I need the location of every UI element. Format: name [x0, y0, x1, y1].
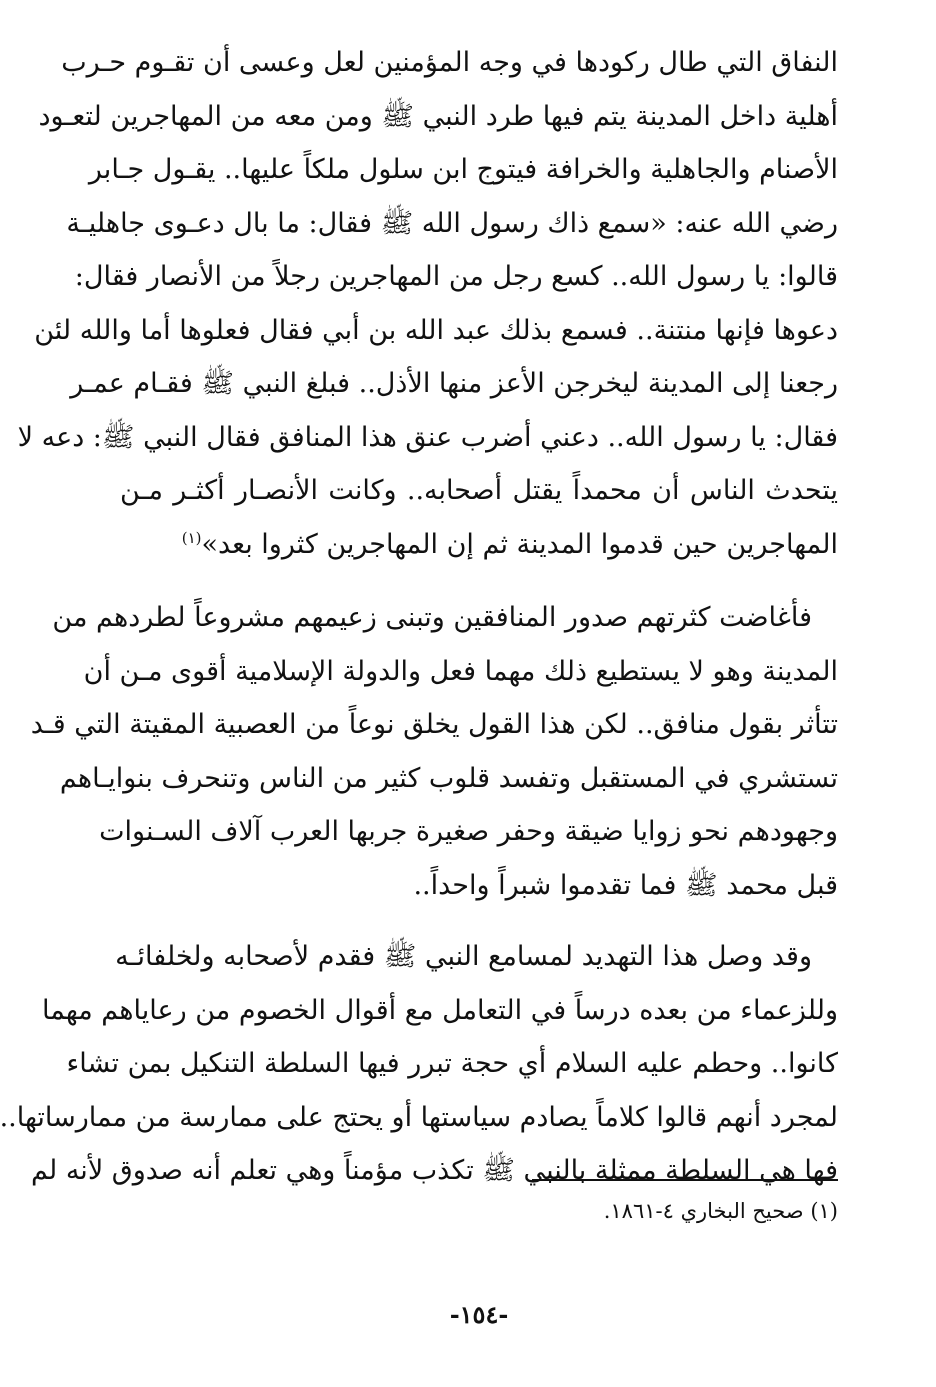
body-text	[0, 36, 838, 1198]
footnote-divider	[532, 1179, 838, 1181]
paragraph-3	[0, 930, 838, 1198]
text-line	[120, 518, 838, 572]
text-line-content: المهاجرين حين قدموا المدينة ثم إن المهاجرين كثروا بعد»	[201, 528, 838, 560]
text-line: فأغاضت كثرتهم صدور المنافقين وتبنى زعيمهم مشروعاً لطردهم من	[52, 602, 812, 633]
text-line: المدينة وهو لا يستطيع ذلك مهما فعل والدولة الإسلامية أقوى مـن أن	[83, 655, 838, 687]
text-line: كانوا.. وحطم عليه السلام أي حجة تبرر فيها السلطة التنكيل بمن تشاء	[66, 1048, 838, 1079]
text-line: أهلية داخل المدينة يتم فيها طرد النبي ﷺ ومن معه من المهاجرين لتعـود	[38, 100, 838, 132]
text-line: رضي الله عنه: «سمع ذاك رسول الله ﷺ فقال: ما بال دعـوى جاهليـة	[66, 207, 838, 239]
text-line: النفاق التي طال ركودها في وجه المؤمنين لعل وعسى أن تقـوم حـرب	[61, 47, 838, 78]
text-line: دعوها فإنها منتنة.. فسمع بذلك عبد الله بن أبي فقال فعلوها أما والله لئن	[34, 314, 838, 346]
text-line: تتأثر بقول منافق.. لكن هذا القول يخلق نوعاً من العصبية المقيتة التي قـد	[30, 709, 838, 740]
footnote: (١) صحيح البخاري ٤-١٨٦١.	[603, 1199, 838, 1223]
text-line: قالوا: يا رسول الله.. كسع رجل من المهاجرين رجلاً من الأنصار فقال:	[74, 261, 838, 292]
text-line: تستشري في المستقبل وتفسد قلوب كثير من الناس وتنحرف بنوايـاهم	[59, 762, 838, 794]
text-line: فها هي السلطة ممثلة بالنبي ﷺ تكذب مؤمناً وهي تعلم أنه صدوق لأنه لم	[31, 1155, 838, 1186]
footnote-reference: (١)	[181, 528, 202, 547]
document-page	[0, 36, 838, 1356]
text-line: وقد وصل هذا التهديد لمسامع النبي ﷺ فقدم لأصحابه ولخلفائـه	[115, 941, 812, 972]
text-line: فقال: يا رسول الله.. دعني أضرب عنق هذا المنافق فقال النبي ﷺ: دعه لا	[17, 421, 838, 453]
text-line: قبل محمد ﷺ فما تقدموا شبراً واحداً..	[413, 869, 838, 901]
text-line: وللزعماء من بعده درساً في التعامل مع أقوال الخصوم من رعاياهم مهما	[41, 994, 838, 1026]
text-line: رجعنا إلى المدينة ليخرجن الأعز منها الأذل.. فبلغ النبي ﷺ فقـام عمـر	[70, 368, 838, 399]
paragraph-1	[17, 36, 838, 571]
paragraph-2	[30, 591, 838, 912]
page-number: -١٥٤-	[449, 1300, 509, 1329]
text-line: يتحدث الناس أن محمداً يقتل أصحابه.. وكانت الأنصـار أكثـر مـن	[120, 475, 838, 506]
text-line: الأصنام والجاهلية والخرافة فيتوج ابن سلول ملكاً عليها.. يقـول جـابر	[88, 154, 838, 185]
text-line: وجهودهم نحو زوايا ضيقة وحفر صغيرة جربها العرب آلاف السـنوات	[99, 816, 838, 847]
text-line: لمجرد أنهم قالوا كلاماً يصادم سياستها أو يحتج على ممارسة من ممارساتها..	[0, 1101, 838, 1133]
